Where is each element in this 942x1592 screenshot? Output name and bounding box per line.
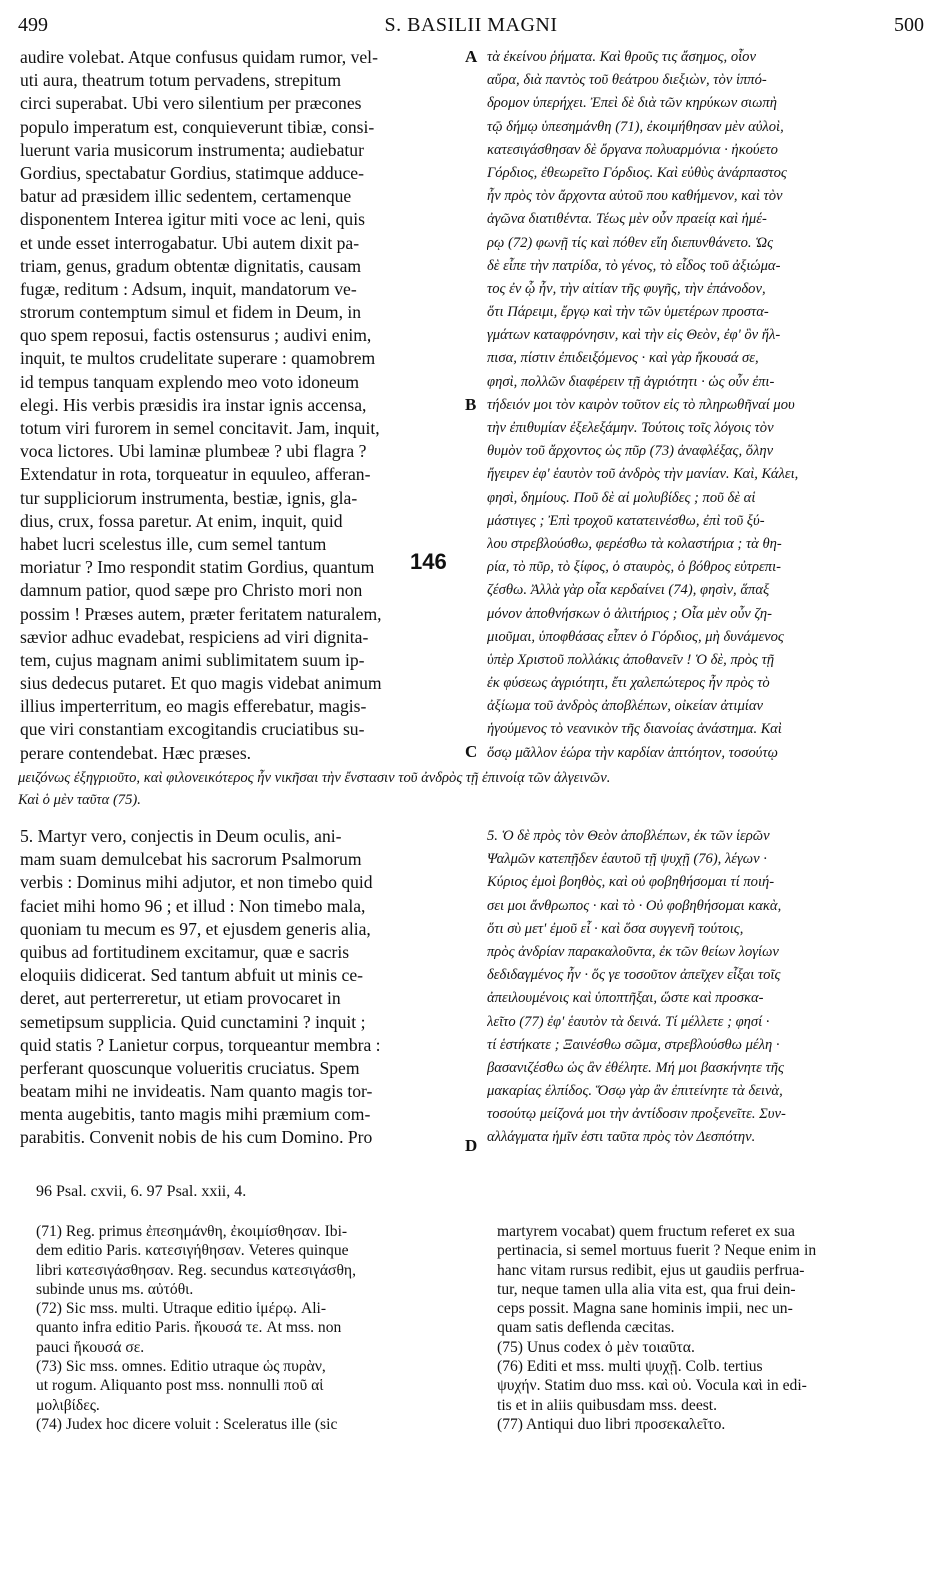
latin-text-line: beatam mihi ne invideatis. Nam quanto magis tor- xyxy=(20,1081,373,1102)
greek-text-line: ὅτι σὺ μετ' ἐμοῦ εἶ · καὶ ὅσα συγγενῆ τούτοις, xyxy=(487,920,744,937)
greek-text-line: γμάτων καταφρόνησιν, καὶ τὴν εἰς Θεὸν, ἐφ' ὃν ἤλ- xyxy=(487,327,781,344)
page-header xyxy=(18,14,924,40)
latin-text-line: 5. Martyr vero, conjectis in Deum oculis, ani- xyxy=(20,826,342,846)
greek-text-line: 5. Ὁ δὲ πρὸς τὸν Θεὸν ἀποβλέπων, ἐκ τῶν ἱερῶν xyxy=(487,828,770,844)
latin-text-line: triam, genus, gradum obtentæ dignitatis, causam xyxy=(20,255,362,276)
edition-page-marker: 146 xyxy=(410,549,447,574)
greek-text-line: ἦν πρὸς τὸν ἄρχοντα αὐτοῦ που καθήμενον, καὶ τὸν xyxy=(487,188,783,205)
footnote-line: (71) Reg. primus ἐπεσημάνθη, ἐκοιμίσθησαν. Ibi- xyxy=(36,1223,348,1240)
greek-text-line: δὲ εἶπε τὴν πατρίδα, τὸ γένος, τὸ εἶδος τοῦ ἀξιώμα- xyxy=(487,257,781,274)
greek-text-line: σει μοι ἄνθρωπος · καὶ τὸ · Οὐ φοβηθήσομαι κακὰ, xyxy=(487,897,782,914)
scripture-references: 96 Psal. cxvii, 6. 97 Psal. xxii, 4. xyxy=(36,1183,247,1200)
greek-text-line: ἤγειρεν ἐφ' ἑαυτὸν τοῦ ἀνδρὸς τὴν μανίαν. Καὶ, Κάλει, xyxy=(487,466,799,483)
footnote-line: libri κατεσιγάσθησαν. Reg. secundus κατεσιγάσθη, xyxy=(36,1261,356,1279)
latin-text-line: menta augebitis, tanto magis mihi præmium com- xyxy=(20,1104,371,1125)
page-number-right: 500 xyxy=(894,14,924,36)
footnote-line: (75) Unus codex ὁ μὲν τοιαῦτα. xyxy=(497,1338,695,1356)
latin-text-line: moriatur ? Imo respondit statim Gordius, quantum xyxy=(20,557,375,578)
latin-text-line: perferant quoscunque volueritis cruciatus. Spem xyxy=(20,1057,360,1078)
latin-text-line: sius dedecus putaret. Et quo magis videbat animum xyxy=(20,673,382,694)
latin-text-line: quoniam tu mecum es 97, et ejusdem generis alia, xyxy=(20,918,371,939)
latin-text-line: quibus ad fortitudinem excitamur, quæ e sacris xyxy=(20,941,350,962)
marker-d: D xyxy=(465,1136,478,1155)
latin-text-line: tur suppliciorum instrumenta, bestiæ, ignis, gla- xyxy=(20,487,358,508)
footnote-line: dem editio Paris. κατεσιγήθησαν. Veteres quinque xyxy=(36,1242,349,1260)
latin-text-line: totum viri furorem in semel concitavit. Jam, inquit, xyxy=(20,418,380,438)
footnote-line: (74) Judex hoc dicere voluit : Sceleratus ille (sic xyxy=(36,1415,338,1433)
greek-text-line: βασανιζέσθω ὡς ἂν ἐθέλητε. Μή μοι βασκήνητε τῆς xyxy=(487,1059,784,1076)
latin-text-line: perare contendebat. Hæc præses. xyxy=(20,742,252,763)
greek-text-line: μειζόνως ἐξηγριοῦτο, καὶ φιλονεικότερος ἦν νικῆσαι τὴν ἔνστασιν τοῦ ἀνδρὸς τῇ ἐπινοίᾳ τῶν ἀλγεινῶν. xyxy=(18,770,611,786)
greek-text-line: λεῖτο (77) ἐφ' ἑαυτὸν τὰ δεινά. Τί μέλλετε ; φησί · xyxy=(487,1013,770,1030)
greek-text-line: μόνον ἀποθνήσκων ὁ ἀλιτήριος ; Οἷα μὲν οὖν ζη- xyxy=(487,605,772,622)
footnote-line: (77) Antiqui duo libri προσεκαλεῖτο. xyxy=(497,1415,726,1433)
latin-text-line: Extendatur in rota, torqueatur in equuleo, afferan- xyxy=(20,464,371,485)
latin-column-top xyxy=(20,46,460,765)
greek-text-line: μακαρίας ἐλπίδος. Ὅσῳ γὰρ ἂν ἐπιτείνητε τὰ δεινὰ, xyxy=(487,1083,783,1100)
greek-text-line: φησὶ, πολλῶν διαφέρειν τῇ ἀγριότητι · ὡς οὖν ἐπι- xyxy=(487,373,775,390)
latin-text-line: sævior adhuc evadebat, respiciens ad viri dignita- xyxy=(20,626,369,647)
greek-column-bottom xyxy=(487,825,927,1150)
latin-text-line: et unde esset interrogabatur. Ubi autem dixit pa- xyxy=(20,232,360,253)
latin-text-line: audire volebat. Atque confusus quidam rumor, vel- xyxy=(20,47,378,67)
latin-text-line: voca lictores. Ubi laminæ plumbeæ ? ubi flagra ? xyxy=(20,441,367,462)
latin-text-line: damnum patior, quod sæpe pro Christo mori non xyxy=(20,580,363,601)
greek-text-line: ζέσθω. Ἀλλὰ γὰρ οἷα κερδαίνει (74), φησὶν, ἅπαξ xyxy=(487,582,770,599)
greek-text-line: πρὸς ἀνδρίαν παρακαλοῦντα, ἐκ τῶν θείων λογίων xyxy=(487,943,779,960)
latin-text-line: fugæ, reditum : Adsum, inquit, mandatorum ve- xyxy=(20,278,357,299)
greek-text-line: δρομον ὑπερήχει. Ἐπεὶ δὲ διὰ τῶν κηρύκων σιωπὴ xyxy=(487,95,777,112)
greek-text-line: δεδιδαγμένος ἦν · ὅς γε τοσοῦτον ἀπεῖχεν εἶξαι τοῖς xyxy=(487,967,781,984)
greek-text-line: ὅτι Πάρειμι, ἔργῳ καὶ τὴν τῶν ὑμετέρων προστα- xyxy=(487,304,769,321)
latin-text-line: possim ! Præses autem, præter feritatem naturalem, xyxy=(20,603,382,624)
latin-text-line: elegi. His verbis præsidis ira instar ignis accensa, xyxy=(20,394,367,415)
latin-text-line: semetipsum supplicia. Quid cunctamini ? inquit ; xyxy=(20,1011,366,1032)
greek-text-line: τί ἑστήκατε ; Ξαινέσθω σῶμα, στρεβλούσθω μέλη · xyxy=(487,1036,780,1053)
greek-text-line: ἡγούμενος τὸ νεανικὸν τῆς διανοίας ἀνάστημα. Καὶ xyxy=(487,721,782,738)
latin-text-line: disponentem Interea igitur miti voce ac leni, quis xyxy=(20,209,365,230)
greek-text-line: ἀγῶνα διατιθέντα. Τέως μὲν οὖν πραείᾳ καὶ ἡμέ- xyxy=(487,211,767,228)
latin-text-line: mam suam demulcebat his sacrorum Psalmorum xyxy=(20,849,362,870)
latin-text-line: dius, crux, fossa paretur. At enim, inquit, quid xyxy=(20,510,343,531)
latin-text-line: quid statis ? Lanietur corpus, torqueantur membra : xyxy=(20,1034,381,1055)
greek-text-line: λου στρεβλούσθω, φερέσθω τὰ κολαστήρια ; τὰ θη- xyxy=(487,535,782,552)
latin-text-line: uti aura, theatrum totum pervadens, strepitum xyxy=(20,70,342,91)
footnote-line: ψυχήν. Statim duo mss. καὶ οὐ. Vocula καὶ in edi- xyxy=(497,1377,807,1395)
latin-text-line: que viri constantiam excogitandis cruciatibus su- xyxy=(20,719,365,740)
footnote-line: μολιβίδες. xyxy=(36,1396,100,1414)
footnotes-left xyxy=(36,1222,466,1434)
greek-text-line: τὴν ἐπιθυμίαν ἐξελεξάμην. Τούτοις τοῖς λόγοις τὸν xyxy=(487,420,774,436)
greek-text-line: ὅσῳ μᾶλλον ἑώρα τὴν καρδίαν ἀπτόητον, τοσούτῳ xyxy=(487,744,778,761)
footnote-line: quanto infra editio Paris. ἤκουσά τε. At mss. non xyxy=(36,1319,342,1337)
greek-text-line: ἀξίωμα τοῦ ἀνδρὸς ἀποβλέπων, οἰκείαν ἀτιμίαν xyxy=(487,698,763,715)
footnote-line: (72) Sic mss. multi. Utraque editio ἱμέρῳ. Ali- xyxy=(36,1300,327,1318)
greek-text-line: μάστιγες ; Ἐπὶ τροχοῦ κατατεινέσθω, ἐπὶ τοῦ ξύ- xyxy=(487,512,765,529)
latin-text-line: inquit, te multos crudelitate superare : quamobrem xyxy=(20,348,376,369)
footnote-line: (76) Editi et mss. multi ψυχῇ. Colb. tertius xyxy=(497,1358,763,1376)
greek-text-line: φησὶ, δημίους. Ποῦ δὲ αἱ μολυβίδες ; ποῦ δὲ αἱ xyxy=(487,489,756,506)
footnote-line: (73) Sic mss. omnes. Editio utraque ὡς πυρὰν, xyxy=(36,1358,326,1376)
footnote-line: subinde unus ms. αὐτόθι. xyxy=(36,1280,194,1298)
footnote-line: tur, neque tamen ulla alia vita est, qua frui dein- xyxy=(497,1280,796,1298)
greek-text-line: αὔρα, διὰ παντὸς τοῦ θεάτρου διεξιὼν, τὸν ἱππό- xyxy=(487,72,767,89)
greek-text-line: μιοῦμαι, ὑποφθάσας εἶπεν ὁ Γόρδιος, μὴ δυνάμενος xyxy=(487,628,784,645)
latin-text-line: eloquiis didicerat. Sed tantum abfuit ut minis ce- xyxy=(20,965,364,986)
latin-text-line: faciet mihi homo 96 ; et illud : Non timebo mala, xyxy=(20,895,366,916)
latin-text-line: strorum contemptum simul et fidem in Deum, in xyxy=(20,302,362,323)
greek-full-width-lines xyxy=(18,767,924,811)
latin-text-line: luerunt varia musicorum instrumenta; audiebatur xyxy=(20,139,364,160)
marker-a: A xyxy=(465,47,478,66)
latin-text-line: circi superabat. Ubi vero silentium per præcones xyxy=(20,93,362,114)
latin-text-line: parabitis. Convenit nobis de his cum Domino. Pro xyxy=(20,1127,373,1148)
greek-column-top xyxy=(487,46,927,765)
greek-text-line: τος ἐν ᾧ ἦν, τὴν αἰτίαν τῆς φυγῆς, τὴν ἐπάνοδον, xyxy=(487,280,766,297)
footnote-line: tis et in aliis quibusdam mss. deest. xyxy=(497,1396,718,1414)
latin-text-line: quo spem reposui, factis ostensurus ; audivi enim, xyxy=(20,325,372,346)
latin-text-line: illius imperterritum, eo magis efferebatur, magis- xyxy=(20,696,367,717)
latin-column-bottom xyxy=(20,825,460,1150)
greek-text-line: τοσούτῳ μείζονά μοι τὴν ἀντίδοσιν προξενεῖτε. Συν- xyxy=(487,1106,786,1123)
greek-text-line: τὰ ἐκείνου ῥήματα. Καὶ θροῦς τις ἄσημος, οἷον xyxy=(487,49,756,65)
latin-text-line: tem, cujus magnam animi sublimitatem suum ip- xyxy=(20,649,365,670)
latin-text-line: Gordius, spectabatur Gordius, statimque adduce- xyxy=(20,162,364,183)
footnote-line: ceps possit. Magna sane hominis impii, nec un- xyxy=(497,1300,793,1318)
page-number-left: 499 xyxy=(18,14,48,36)
footnote-line: ut rogum. Aliquanto post mss. nonnulli ποῦ αἱ xyxy=(36,1377,324,1395)
greek-text-line: τήδειόν μοι τὸν καιρὸν τοῦτον εἰς τὸ πληρωθῆναί μου xyxy=(487,396,795,413)
running-title: S. BASILII MAGNI xyxy=(384,14,558,36)
footnotes-right xyxy=(497,1222,927,1434)
latin-text-line: id tempus tanquam explendo meo voto idoneum xyxy=(20,371,360,392)
latin-text-line: deret, aut perterreretur, ut etiam provocaret in xyxy=(20,988,341,1009)
greek-text-line: ρῳ (72) φωνῇ τίς καὶ πόθεν εἴη διεπυνθάνετο. Ὡς xyxy=(487,234,774,251)
latin-text-line: verbis : Dominus mihi adjutor, et non timebo quid xyxy=(20,872,373,893)
footnote-line: pauci ἤκουσά σε. xyxy=(36,1338,145,1356)
greek-text-line: Γόρδιος, ἐθεωρεῖτο Γόρδιος. Καὶ εὐθὺς ἀνάρπαστος xyxy=(487,164,787,181)
greek-text-line: κατεσιγάσθησαν δὲ ὄργανα πολυαρμόνια · ἠκούετο xyxy=(487,141,778,158)
greek-text-line: ἐκ φύσεως ἀγριότητι, ἔτι χαλεπώτερος ἦν πρὸς τὸ xyxy=(487,675,770,692)
greek-text-line: ἀπειλουμένοις καὶ ὑποπτῆξαι, ὥστε καὶ προσκα- xyxy=(487,990,764,1007)
greek-text-line: Κύριος ἐμοὶ βοηθὸς, καὶ οὐ φοβηθήσομαι τί ποιή- xyxy=(487,874,775,891)
greek-text-line: αλλάγματα ἡμῖν ἐστι ταῦτα πρὸς τὸν Δεσπότην. xyxy=(487,1129,756,1146)
footnote-line: hanc vitam rursus redibit, ejus ut gaudiis perfrua- xyxy=(497,1261,805,1279)
latin-text-line: batur ad præsidem illic sedentem, certamenque xyxy=(20,186,352,207)
footnote-line: quam satis deflenda cæcitas. xyxy=(497,1319,675,1337)
latin-text-line: habet lucri scelestus ille, cum semel tantum xyxy=(20,533,327,554)
greek-text-line: θυμὸν τοῦ ἄρχοντος ὡς πῦρ (73) ἀναφλέξας, ὅλην xyxy=(487,443,774,460)
greek-text-line: τῷ δήμῳ ὑπεσημάνθη (71), ἐκοιμήθησαν μὲν αὐλοὶ, xyxy=(487,118,784,135)
marker-c: C xyxy=(465,742,478,761)
greek-text-line: ρία, τὸ πῦρ, τὸ ξίφος, ὁ σταυρὸς, ὁ βόθρος εὐτρεπι- xyxy=(487,559,782,576)
greek-text-line: ὑπὲρ Χριστοῦ πολλάκις ἀποθανεῖν ! Ὁ δὲ, πρὸς τῇ xyxy=(487,651,775,668)
greek-text-line: Ψαλμῶν κατεπῇδεν ἑαυτοῦ τῇ ψυχῇ (76), λέγων · xyxy=(487,851,767,868)
footnote-line: martyrem vocabat) quem fructum referet ex sua xyxy=(497,1223,795,1240)
marker-b: B xyxy=(465,395,477,414)
latin-text-line: populo imperatum est, conquieverunt tibiæ, consi- xyxy=(20,116,375,137)
greek-text-line: Καὶ ὁ μὲν ταῦτα (75). xyxy=(18,792,141,808)
greek-text-line: πισα, πίστιν ἐπιδειξόμενος · καὶ γὰρ ἤκουσά σε, xyxy=(487,350,759,367)
footnote-line: pertinacia, si semel mortuus fuerit ? Neque enim in xyxy=(497,1242,817,1260)
